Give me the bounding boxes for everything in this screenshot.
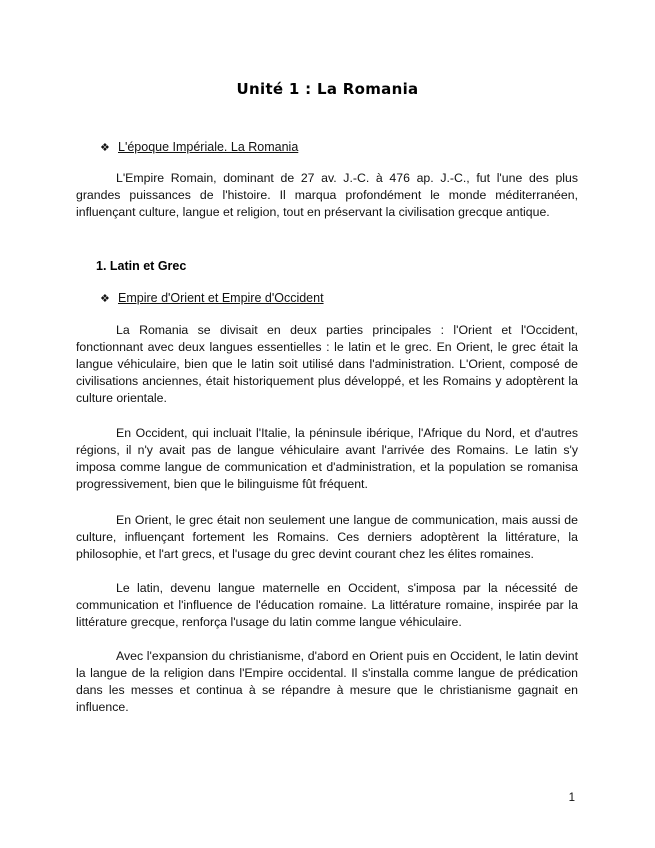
- page-title: Unité 1 : La Romania: [236, 80, 419, 98]
- paragraph-latin-maternelle: Le latin, devenu langue maternelle en Occident, s'imposa par la nécessité de communication et l'influence de l'éducation romaine. La littérature romaine, inspirée par la littérature grecque, renforça l'usage du latin comme langue véhiculaire.: [76, 581, 578, 629]
- empire-bullet-heading: [100, 291, 324, 305]
- page-number: 1: [568, 792, 575, 804]
- diamond-bullet-icon: ❖: [100, 142, 110, 154]
- section-heading-latin-grec: 1. Latin et Grec: [96, 259, 187, 273]
- paragraph-occident: En Occident, qui incluait l'Italie, la péninsule ibérique, l'Afrique du Nord, et d'autres régions, il n'y avait pas de langue véhiculaire avant l'arrivée des Romains. Le latin s'y imposa comme langue de communication et d'administration, et la population se romanisa progressivement, bien que le bilinguisme fût fréquent.: [76, 426, 578, 491]
- intro-paragraph: L'Empire Romain, dominant de 27 av. J.-C. à 476 ap. J.-C., fut l'une des plus grandes puissances de l'histoire. Il marqua profondément le monde méditerranéen, influençant culture, langue et religion, tout en préservant la civilisation grecque antique.: [76, 171, 578, 219]
- paragraph-christianisme: Avec l'expansion du christianisme, d'abord en Orient puis en Occident, le latin devint la langue de la religion dans l'Empire occidental. Il s'installa comme langue de prédication dans les messes et continua à se répandre à mesure que le christianisme gagnait en influence.: [76, 649, 578, 714]
- intro-bullet-heading: [100, 140, 298, 154]
- intro-bullet-label: L'époque Impériale. La Romania: [118, 140, 299, 154]
- diamond-bullet-icon: ❖: [100, 293, 110, 305]
- paragraph-orient-grec: En Orient, le grec était non seulement une langue de communication, mais aussi de culture, influençant fortement les Romains. Ces derniers adoptèrent la littérature, la philosophie, et l'art grecs, et l'usage du grec devint courant chez les élites romaines.: [76, 513, 578, 561]
- paragraph-romania-division: La Romania se divisait en deux parties principales : l'Orient et l'Occident, fonctionnant avec deux langues essentielles : le latin et le grec. En Orient, le grec était la langue véhiculaire, bien que le latin soit utilisé dans l'administration. L'Orient, composé de civilisations anciennes, était historiquement plus développé, et les Romains y adoptèrent la culture orientale.: [76, 323, 578, 405]
- empire-bullet-label: Empire d'Orient et Empire d'Occident: [118, 291, 324, 305]
